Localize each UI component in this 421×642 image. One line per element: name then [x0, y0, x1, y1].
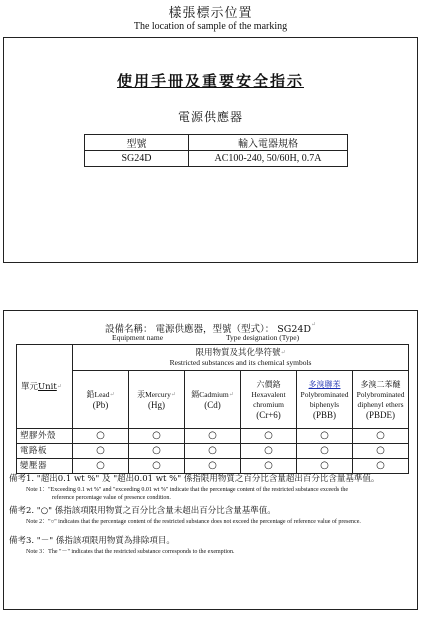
col-mercury-en: Mercury: [145, 389, 171, 399]
col-pbb-en2: biphenyls: [309, 399, 340, 409]
spec-table: [84, 134, 348, 167]
note-1-zh: 備考1. "超出0.1 wt %" 及 "超出0.01 wt %" 係指限用物質之百分比含量超出百分比含量基準值。: [9, 474, 380, 484]
row-label: 塑膠外殼: [17, 429, 73, 444]
note-3-en: Note 3：The "－" indicates that the restricted substance corresponds to the exemption.: [26, 549, 235, 555]
unit-header: 單元Unit↵: [17, 345, 73, 429]
note-2-en: Note 2："○" indicates that the percentage content of the restricted substance does not exceed the percentage of reference value of presence.: [26, 519, 361, 525]
unit-label-en: Unit: [38, 381, 57, 392]
label-sample-box: [3, 37, 418, 263]
col-chromium-en2: chromium: [253, 399, 284, 409]
note-3-zh: 備考3. "－" 係指該項限用物質為排除項目。: [9, 536, 175, 546]
spec-value-input: AC100-240, 50/60H, 0.7A: [189, 151, 348, 167]
col-mercury: 汞Mercury↵ (Hg): [129, 371, 185, 429]
substance-columns-row: [17, 371, 409, 429]
col-pbb: [297, 371, 353, 429]
col-lead-en: Lead: [94, 389, 110, 399]
table-row: [17, 429, 409, 444]
table-cell: ○: [241, 459, 297, 474]
table-cell: ○: [297, 429, 353, 444]
col-pbde-en1: Polybrominated: [356, 389, 405, 399]
product-name: 電源供應器: [177, 110, 243, 124]
col-pbde: [353, 371, 409, 429]
unit-label-zh: 單元: [21, 381, 39, 392]
restricted-header-zh: 限用物質及其化學符號: [195, 347, 281, 358]
equipment-line-text: 設備名稱： 電源供應器，型號（型式）： SG24D: [104, 324, 312, 335]
restricted-header-en: Restricted substances and its chemical symbols: [169, 357, 312, 367]
note-1-en: Note 1："Exceeding 0.1 wt %" and "exceeding 0.01 wt %" indicate that the percentage content of the restricted substance exceeds the: [26, 487, 349, 493]
table-cell: ○: [129, 444, 185, 459]
spec-header-input: 輸入電器規格: [189, 135, 348, 151]
table-cell: ○: [297, 444, 353, 459]
table-cell: ○: [129, 459, 185, 474]
table-cell: ○: [241, 429, 297, 444]
table-cell: ○: [185, 429, 241, 444]
table-cell: ○: [185, 459, 241, 474]
row-label: 變壓器: [17, 459, 73, 474]
equipment-line: 設備名稱： 電源供應器，型號（型式）： SG24D↵: [104, 321, 317, 335]
note-2-zh: 備考2. "○" 係指該項限用物質之百分比含量未超出百分比含量基準值。: [9, 506, 276, 516]
col-mercury-zh: 汞: [137, 389, 146, 399]
page-title: 樣張標示位置: [168, 6, 253, 21]
spec-value-model: SG24D: [85, 151, 189, 167]
col-chromium-zh: 六價鉻: [256, 379, 281, 389]
table-cell: ○: [297, 459, 353, 474]
col-pbb-zh: 多溴聯苯: [308, 379, 341, 389]
col-pbde-zh: 多溴二苯醚: [360, 379, 401, 389]
note-1-en-cont: reference percentage value of presence condition.: [52, 495, 171, 501]
col-cadmium-en: Cadmium: [199, 389, 229, 399]
restricted-substance-table: [16, 344, 409, 474]
table-cell: ○: [73, 459, 129, 474]
col-pbb-en1: Polybrominated: [300, 389, 349, 399]
table-cell: ○: [353, 444, 409, 459]
type-designation-en: Type designation (Type): [226, 333, 300, 342]
col-cadmium-sym: (Cd): [204, 399, 221, 410]
col-pbde-sym: (PBDE): [366, 409, 396, 420]
table-cell: ○: [241, 444, 297, 459]
table-cell: ○: [129, 429, 185, 444]
table-cell: ○: [353, 459, 409, 474]
table-cell: ○: [353, 429, 409, 444]
table-header-row: [17, 345, 409, 371]
page-subtitle: The location of sample of the marking: [133, 21, 288, 32]
col-hexavalent-chromium: [241, 371, 297, 429]
col-lead: 鉛Lead↵ (Pb): [73, 371, 129, 429]
spec-value-row: [85, 151, 348, 167]
table-cell: ○: [73, 444, 129, 459]
col-chromium-sym: (Cr+6): [256, 409, 281, 420]
col-pbb-sym: (PBB): [312, 409, 336, 420]
manual-title: 使用手冊及重要安全指示: [116, 72, 304, 90]
table-cell: ○: [73, 429, 129, 444]
col-cadmium-zh: 鎘: [191, 389, 200, 399]
equipment-name-en: Equipment name: [112, 333, 164, 342]
table-cell: ○: [185, 444, 241, 459]
col-cadmium: 鎘Cadmium↵ (Cd): [185, 371, 241, 429]
spec-header-model: 型號: [85, 135, 189, 151]
restricted-substances-box: [3, 310, 418, 610]
restricted-header: 限用物質及其化學符號↵ Restricted substances and its chemical symbols: [73, 345, 409, 371]
col-chromium-en1: Hexavalent: [251, 389, 286, 399]
col-mercury-sym: (Hg): [148, 399, 165, 410]
row-label: 電路板: [17, 444, 73, 459]
col-lead-sym: (Pb): [92, 399, 109, 410]
table-row: [17, 444, 409, 459]
col-lead-zh: 鉛: [86, 389, 95, 399]
col-pbde-en2: diphenyl ethers: [357, 399, 404, 409]
spec-header-row: [85, 135, 348, 151]
